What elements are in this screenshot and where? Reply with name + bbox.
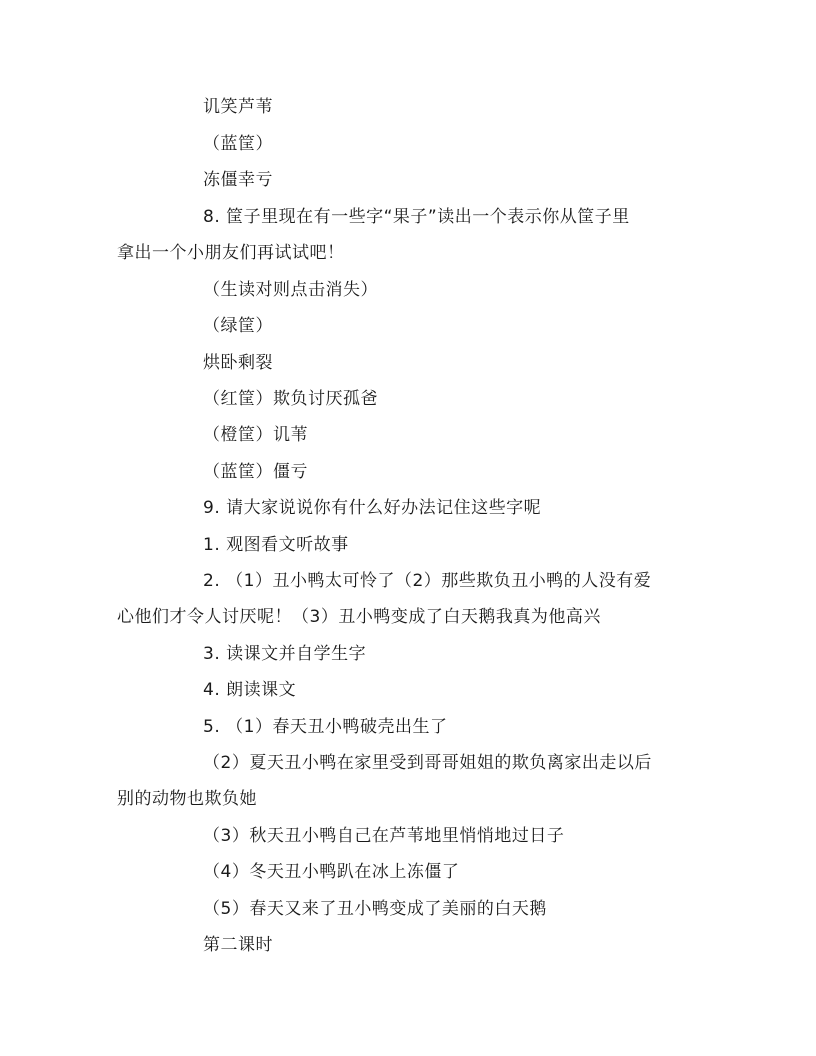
text-line: 讥笑芦苇 — [203, 97, 273, 117]
text-line: 别的动物也欺负她 — [117, 789, 257, 809]
text-line: （蓝筐）僵亏 — [203, 462, 308, 482]
text-line: （4）冬天丑小鸭趴在冰上冻僵了 — [203, 862, 460, 882]
text-line: 心他们才令人讨厌呢！（3）丑小鸭变成了白天鹅我真为他高兴 — [117, 607, 601, 627]
text-line: （红筐）欺负讨厌孤爸 — [203, 389, 378, 409]
text-line: （橙筐）讥苇 — [203, 425, 308, 445]
text-line: 拿出一个小朋友们再试试吧！ — [117, 243, 345, 263]
text-line: （绿筐） — [203, 316, 273, 336]
text-line: 9. 请大家说说你有什么好办法记住这些字呢 — [203, 498, 542, 518]
text-line: 1. 观图看文听故事 — [203, 535, 349, 555]
text-line: 8. 筐子里现在有一些字“果子”读出一个表示你从筐子里 — [203, 207, 630, 227]
text-line: 4. 朗读课文 — [203, 680, 297, 700]
text-line: 第二课时 — [203, 935, 273, 955]
text-line: 3. 读课文并自学生字 — [203, 644, 367, 664]
text-line: （5）春天又来了丑小鸭变成了美丽的白天鹅 — [203, 899, 547, 919]
text-line: （2）夏天丑小鸭在家里受到哥哥姐姐的欺负离家出走以后 — [203, 753, 652, 773]
text-line: 2. （1）丑小鸭太可怜了（2）那些欺负丑小鸭的人没有爱 — [203, 571, 652, 591]
text-line: （3）秋天丑小鸭自己在芦苇地里悄悄地过日子 — [203, 826, 565, 846]
text-line: 冻僵幸亏 — [203, 170, 273, 190]
text-line: 烘卧剩裂 — [203, 353, 273, 373]
text-line: （蓝筐） — [203, 134, 273, 154]
text-line: 5. （1）春天丑小鸭破壳出生了 — [203, 717, 448, 737]
text-line: （生读对则点击消失） — [203, 280, 378, 300]
